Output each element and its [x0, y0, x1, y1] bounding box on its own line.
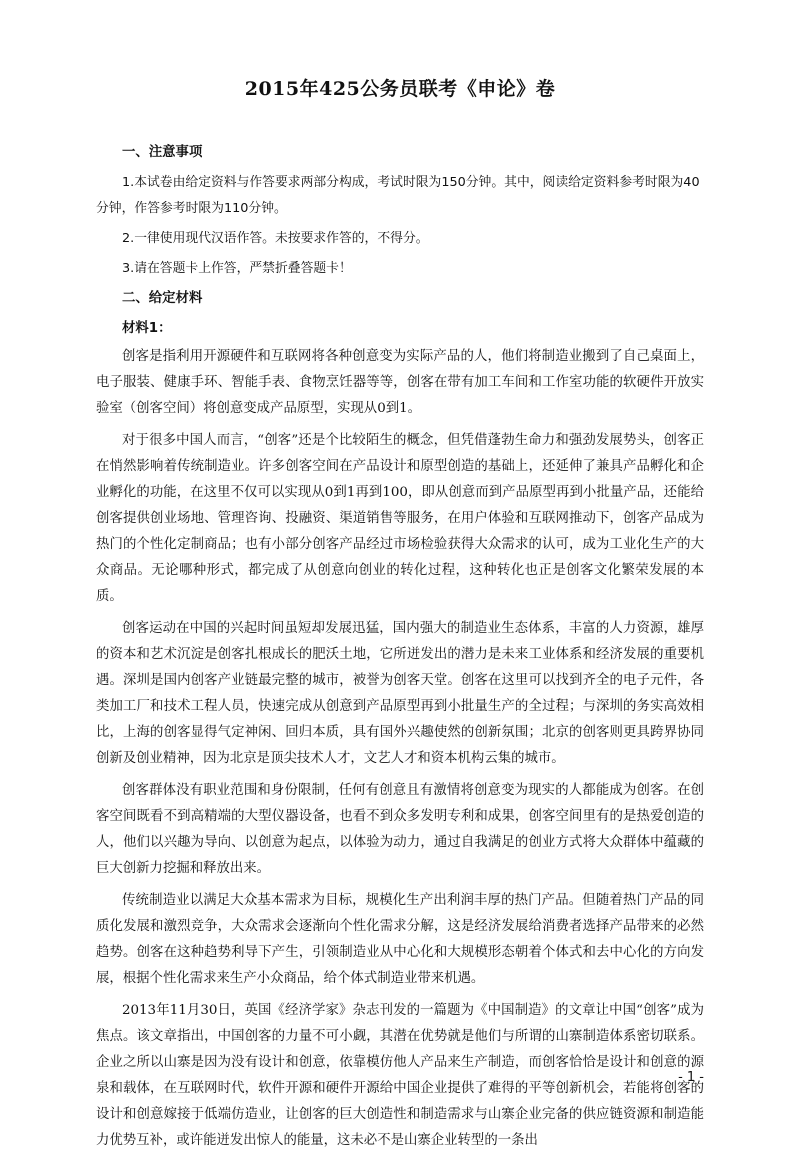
material-paragraph: 传统制造业以满足大众基本需求为目标，规模化生产出利润丰厚的热门产品。但随着热门产品的同质化发展和激烈竞争，大众需求会逐渐向个性化需求分解，这是经济发展给消费者选择产品带来的必然趋势。创客在这种趋势利导下产生，引领制造业从中心化和大规模形态朝着个体式和去中心化的方向发展，根据个性化需求来生产小众商品，给个体式制造业带来机遇。 — [96, 893, 704, 986]
material-paragraph: 创客群体没有职业范围和身份限制，任何有创意且有激情将创意变为现实的人都能成为创客。在创客空间既看不到高精端的大型仪器设备，也看不到众多发明专利和成果，创客空间里有的是热爱创造的人，他们以兴趣为导向、以创意为起点，以体验为动力，通过自我满足的创业方式将大众群体中蕴藏的巨大创新力挖掘和释放出来。 — [96, 783, 704, 876]
material-paragraph: 2013年11月30日，英国《经济学家》杂志刊发的一篇题为《中国制造》的文章让中国“创客”成为焦点。该文章指出，中国创客的力量不可小觑，其潜在优势就是他们与所谓的山寨制造体系密切联系。企业之所以山寨是因为没有设计和创意，依靠模仿他人产品来生产制造，而创客恰恰是设计和创意的源泉和载体，在互联网时代，软件开源和硬件开源给中国企业提供了难得的平等创新机会，若能将创客的设计和创意嫁接于低端仿造业，让创客的巨大创造性和制造需求与山寨企业完备的供应链资源和制造能力优势互补，或许能迸发出惊人的能量，这未必不是山寨企业转型的一条出 — [96, 1003, 704, 1148]
page-number: - 1 - — [678, 1070, 704, 1085]
document-body — [96, 140, 704, 1160]
materials-heading: 二、给定材料 — [122, 291, 203, 306]
notes-heading: 一、注意事项 — [122, 145, 203, 160]
page-title: 2015年425公务员联考《申论》卷 — [244, 78, 556, 100]
material-paragraph: 创客是指利用开源硬件和互联网将各种创意变为实际产品的人，他们将制造业搬到了自己桌面上，电子服装、健康手环、智能手表、食物烹饪器等等，创客在带有加工车间和工作室功能的软硬件开放实验室（创客空间）将创意变成产品原型，实现从0到1。 — [96, 349, 704, 416]
material-paragraph: 对于很多中国人而言，“创客”还是个比较陌生的概念，但凭借蓬勃生命力和强劲发展势头，创客正在悄然影响着传统制造业。许多创客空间在产品设计和原型创造的基础上，还延伸了兼具产品孵化和企业孵化的功能，在这里不仅可以实现从0到1再到100，即从创意而到产品原型再到小批量产品，还能给创客提供创业场地、管理咨询、投融资、渠道销售等服务，在用户体验和互联网推动下，创客产品成为热门的个性化定制商品；也有小部分创客产品经过市场检验获得大众需求的认可，成为工业化生产的大众商品。无论哪种形式，都完成了从创意向创业的转化过程，这种转化也正是创客文化繁荣发展的本质。 — [96, 433, 704, 604]
note-item: 3.请在答题卡上作答，严禁折叠答题卡！ — [122, 261, 352, 276]
note-item: 1.本试卷由给定资料与作答要求两部分构成，考试时限为150分钟。其中，阅读给定资料参考时限为40分钟，作答参考时限为110分钟。 — [96, 175, 700, 216]
note-item: 2.一律使用现代汉语作答。未按要求作答的，不得分。 — [122, 231, 429, 246]
material-paragraph: 创客运动在中国的兴起时间虽短却发展迅猛，国内强大的制造业生态体系，丰富的人力资源，雄厚的资本和艺术沉淀是创客扎根成长的肥沃土地，它所迸发出的潜力是未来工业体系和经济发展的重要机遇。深圳是国内创客产业链最完整的城市，被誉为创客天堂。创客在这里可以找到齐全的电子元件，各类加工厂和技术工程人员，快速完成从创意到产品原型再到小批量生产的全过程；与深圳的务实高效相比，上海的创客显得气定神闲、回归本质，具有国外兴趣使然的创新氛围；北京的创客则更具跨界协同创新及创业精神，因为北京是顶尖技术人才，文艺人才和资本机构云集的城市。 — [96, 621, 704, 766]
material-label: 材料1： — [122, 321, 172, 336]
